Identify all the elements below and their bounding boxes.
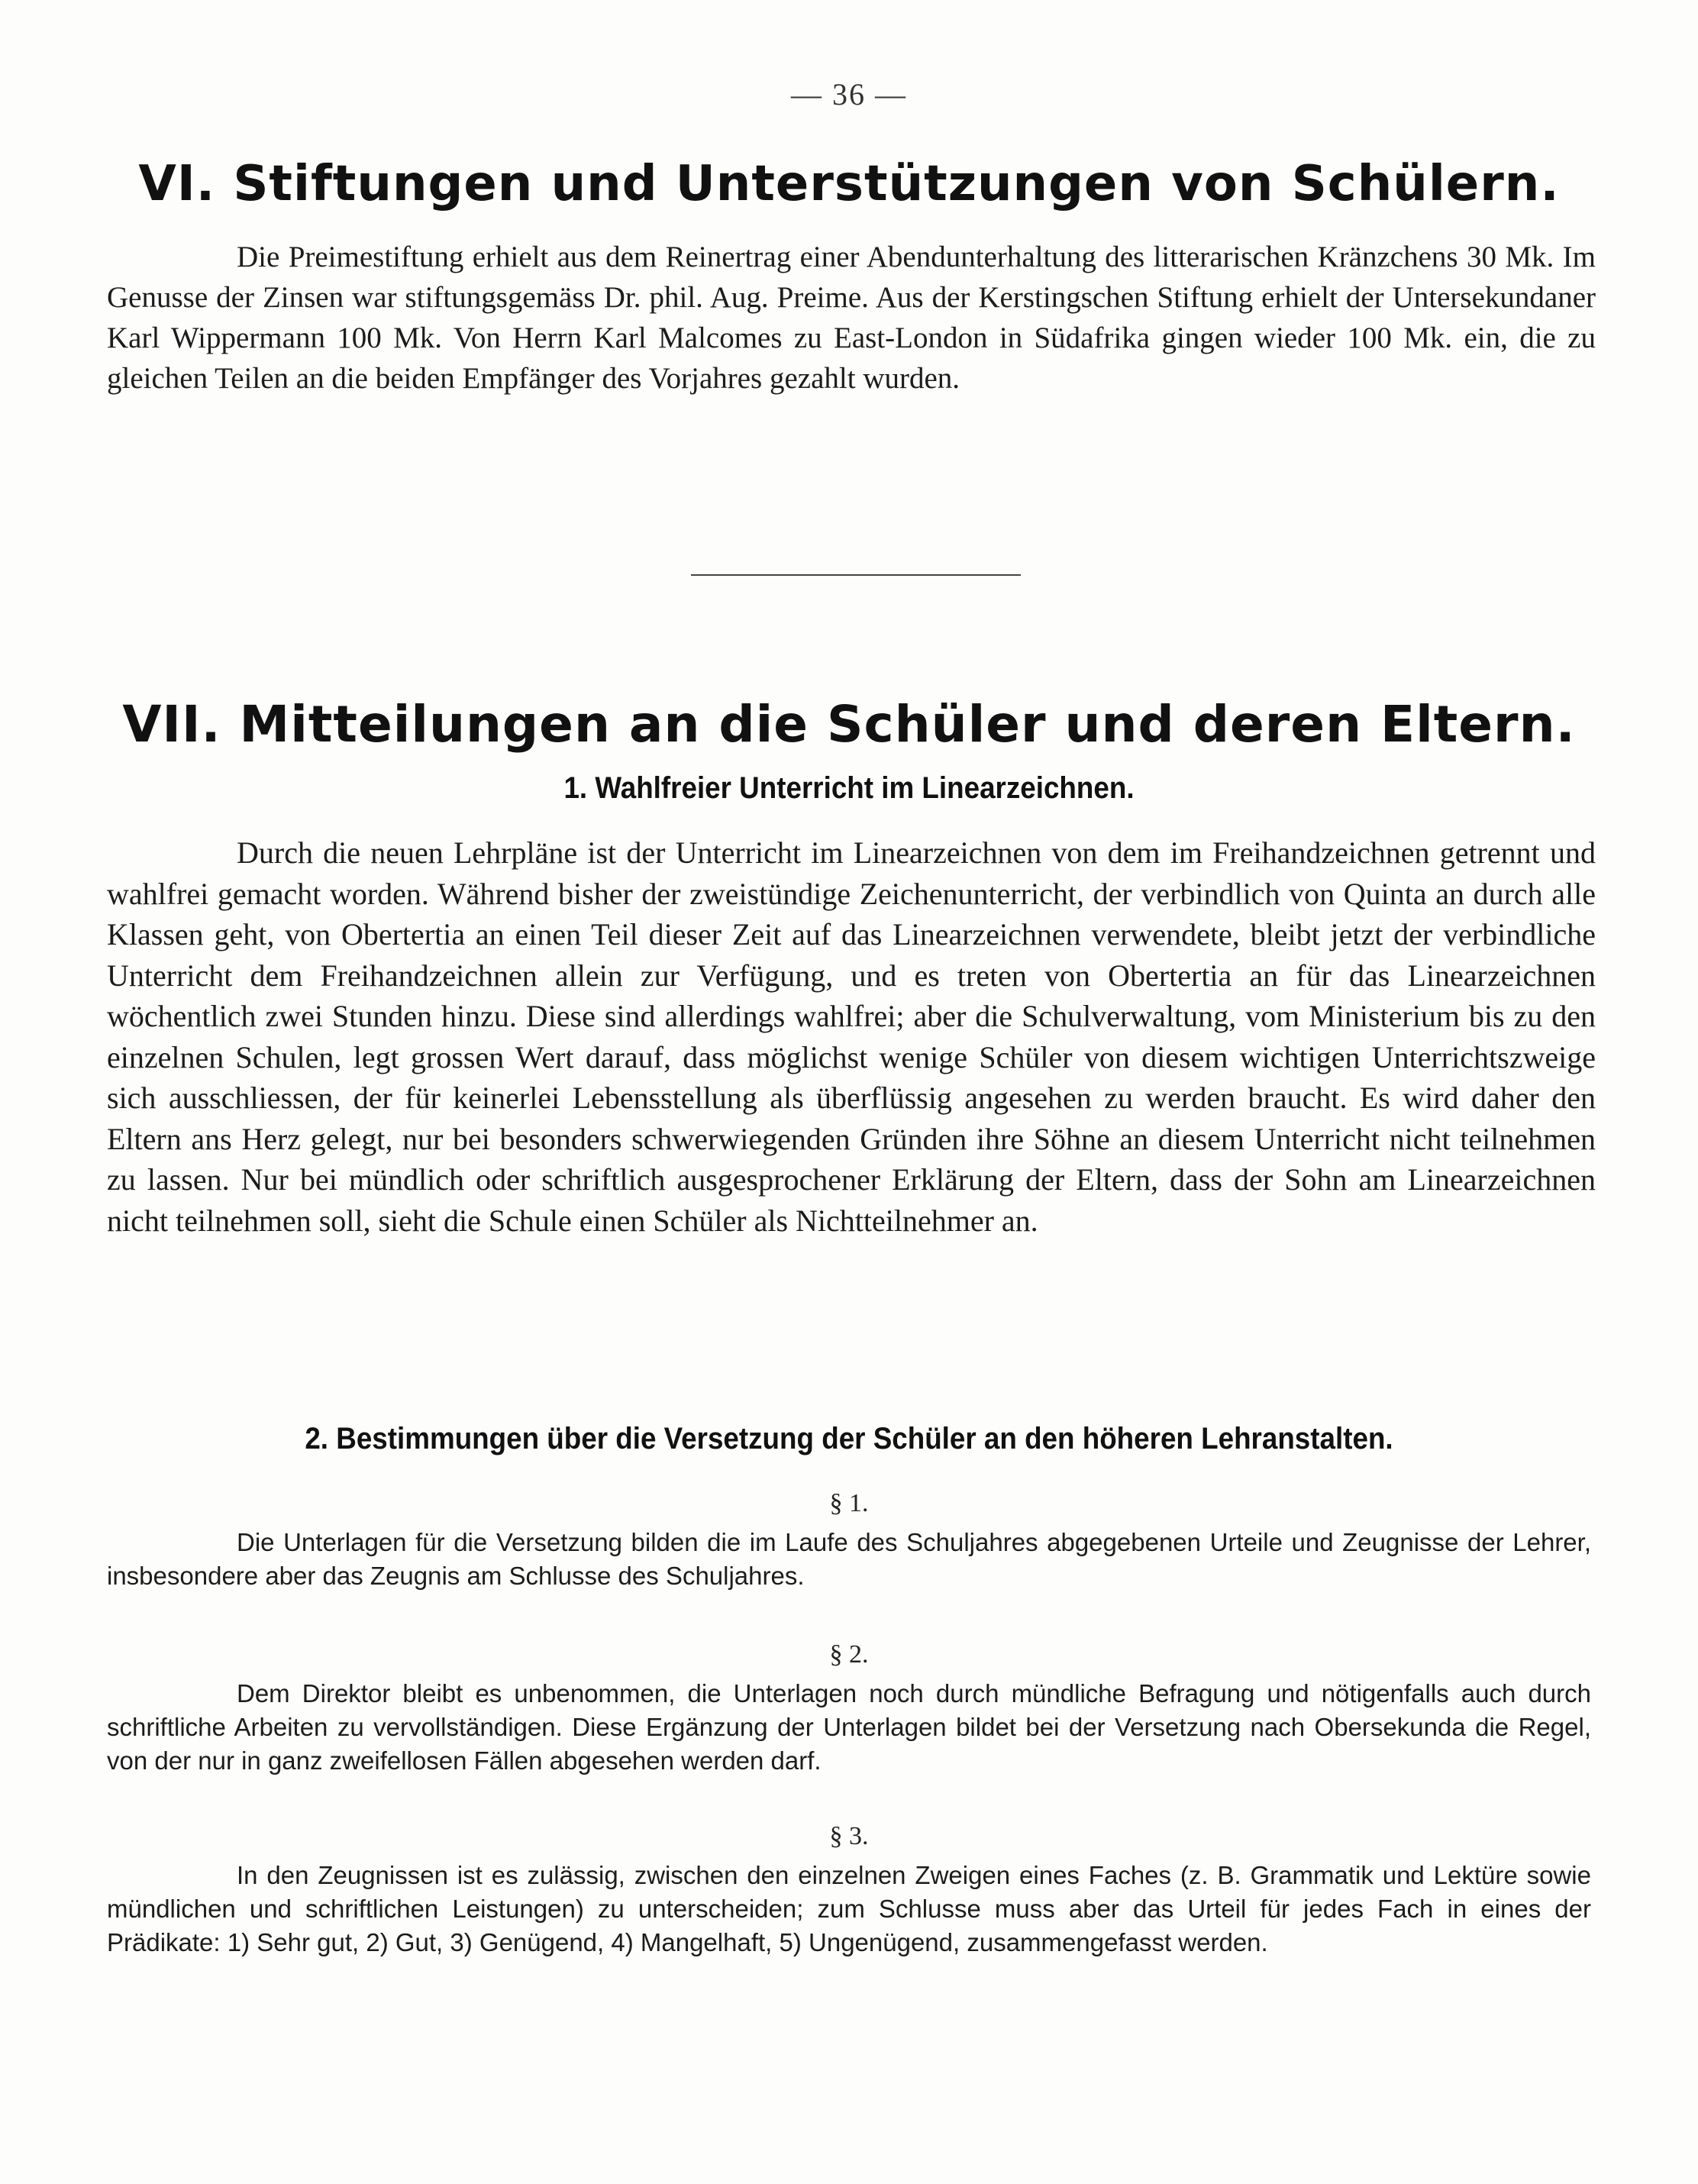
paragraph-mark-1: § 1. (829, 1489, 869, 1517)
paragraph-mark-2: § 2. (829, 1640, 869, 1669)
subsection-2-title: 2. Bestimmungen über die Versetzung der Schüler an den höheren Lehranstalten. (305, 1422, 1393, 1455)
page-number: — 36 — (791, 77, 907, 111)
section-vi-title: VI. Stiftungen und Unterstützungen von Schülern. (138, 156, 1560, 212)
rule-paragraph-2 (107, 1677, 1591, 1778)
subsection-1-paragraph-text: Durch die neuen Lehrpläne ist der Unterricht im Linearzeichnen von dem im Freihandzeichnen getrennt und wahlfrei gemacht worden. Während bisher der zweistündige Zeichenunterricht, der verbindlich von Quinta an durch alle Klassen geht, von Obertertia an einen Teil dieser Zeit auf das Linearzeichnen verwendete, bleibt jetzt der verbindliche Unterricht dem Freihandzeichnen allein zur Verfügung, und es treten von Obertertia an für das Linearzeichnen wöchentlich zwei Stunden hinzu. Diese sind allerdings wahlfrei; aber die Schulverwaltung, vom Ministerium bis zu den einzelnen Schulen, legt grossen Wert darauf, dass möglichst wenige Schüler von diesem wichtigen Unterrichtszweige sich ausschliessen, der für keinerlei Lebensstellung als überflüssig angesehen zu werden braucht. Es wird daher den Eltern ans Herz gelegt, nur bei besonders schwerwiegenden Gründen ihre Söhne an diesem Unterricht nicht teilnehmen zu lassen. Nur bei mündlich oder schriftlich ausgesprochener Erklärung der Eltern, dass der Sohn am Linearzeichnen nicht teilnehmen soll, sieht die Schule einen Schüler als Nichtteilnehmer an. (107, 835, 1596, 1238)
rule-paragraph-3-text: In den Zeugnissen ist es zulässig, zwischen den einzelnen Zweigen eines Faches (z. B. Grammatik und Lektüre sowie mündlichen und schriftlichen Leistungen) zu unterscheiden; zum Schlusse muss aber das Urteil für jedes Fach in eines der Prädikate: 1) Sehr gut, 2) Gut, 3) Genügend, 4) Mangelhaft, 5) Ungenügend, zusammengefasst werden. (107, 1861, 1591, 1956)
section-vii-title: VII. Mitteilungen an die Schüler und deren Eltern. (122, 695, 1576, 754)
rule-paragraph-3 (107, 1859, 1591, 1959)
section-vi-paragraph (107, 237, 1596, 399)
rule-paragraph-1 (107, 1526, 1591, 1593)
rule-paragraph-2-text: Dem Direktor bleibt es unbenommen, die Unterlagen noch durch mündliche Befragung und nötigenfalls auch durch schriftliche Arbeiten zu vervollständigen. Diese Ergänzung der Unterlagen bildet bei der Versetzung nach Obersekunda die Regel, von der nur in ganz zweifellosen Fällen abgesehen werden darf. (107, 1679, 1591, 1775)
section-vi-paragraph-text: Die Preimestiftung erhielt aus dem Reinertrag einer Abendunterhaltung des litterarischen Kränzchens 30 Mk. Im Genusse der Zinsen war stiftungsgemäss Dr. phil. Aug. Preime. Aus der Kerstingschen Stiftung erhielt der Untersekundaner Karl Wippermann 100 Mk. Von Herrn Karl Malcomes zu East-London in Südafrika gingen wieder 100 Mk. ein, die zu gleichen Teilen an die beiden Empfänger des Vorjahres gezahlt wurden. (107, 241, 1596, 395)
subsection-1-paragraph (107, 832, 1596, 1241)
paragraph-mark-3: § 3. (829, 1822, 869, 1850)
subsection-1-title: 1. Wahlfreier Unterricht im Linearzeichnen. (563, 771, 1135, 805)
rule-paragraph-1-text: Die Unterlagen für die Versetzung bilden die im Laufe des Schuljahres abgegebenen Urteile und Zeugnisse der Lehrer, insbesondere aber das Zeugnis am Schlusse des Schuljahres. (107, 1528, 1591, 1590)
section-divider (691, 574, 1021, 576)
